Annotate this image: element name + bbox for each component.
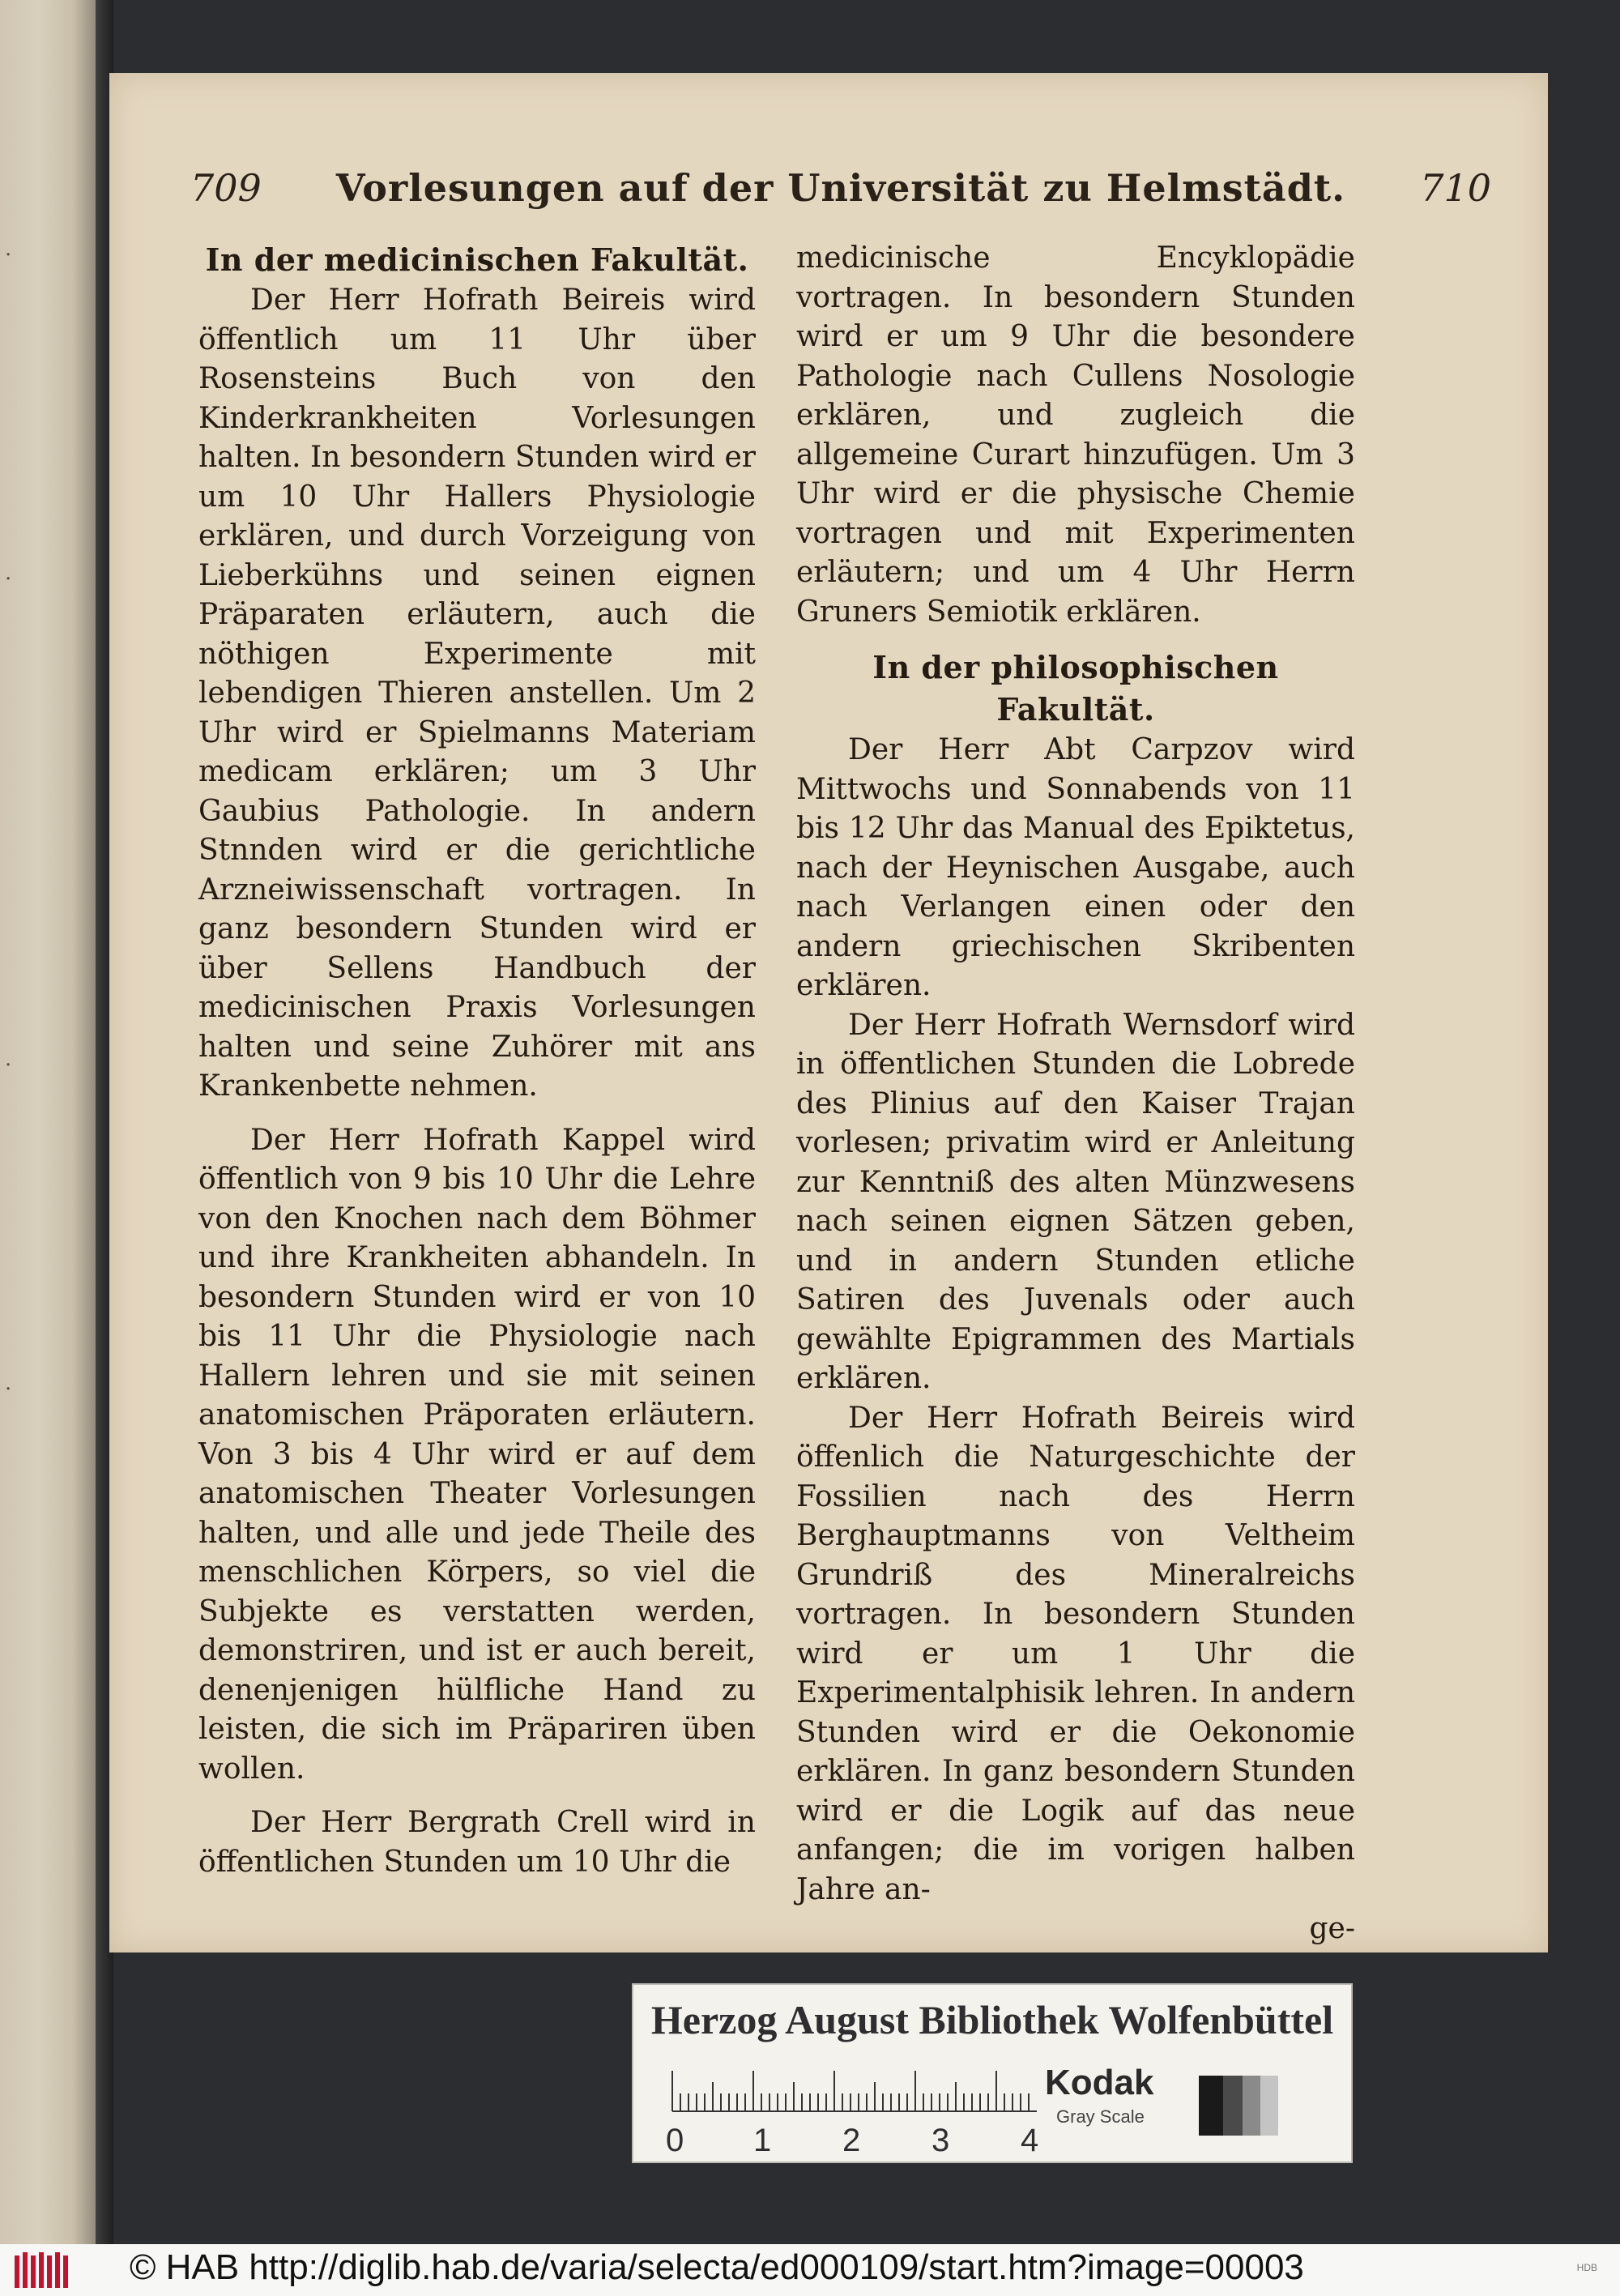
margin-mark: · <box>5 567 12 591</box>
right-column <box>796 239 1355 1949</box>
ruler-number: 3 <box>932 2123 950 2158</box>
source-link[interactable]: © HAB http://diglib.hab.de/varia/selecta/ed000109/start.htm?image=00003 <box>130 2247 1304 2287</box>
ruler-ticks <box>656 2063 1037 2119</box>
page-number-left: 709 <box>190 166 262 210</box>
ruler-number: 0 <box>666 2123 684 2158</box>
catchword: ge- <box>1309 1912 1355 1945</box>
gray-swatch-black <box>1199 2076 1223 2136</box>
library-name: Herzog August Bibliothek Wolfenbüttel <box>650 1997 1334 2042</box>
paragraph: Der Herr Hofrath Beireis wird öffenlich die Naturgeschichte der Fossilien nach des Herrn Berghauptmanns von Veltheim Grundriß des Mineralreichs vortragen. In besondern Stunden wird er um 1 Uhr die Experimentalphisik lehren. In andern Stunden wird er die Oekonomie erklären. In ganz besondern Stunden wird er die Logik auf das neue anfangen; die im vorigen halben Jahre an- <box>796 1401 1355 1906</box>
margin-mark: · <box>5 1377 12 1402</box>
scale-ruler <box>656 2063 1039 2158</box>
paragraph: Der Herr Abt Carpzov wird Mittwochs und Sonnabends von 11 bis 12 Uhr das Manual des Epiktetus, nach der Heynischen Ausgabe, auch nach Verlangen einen oder den andern griechischen Skribenten erklären. <box>796 733 1355 1002</box>
ruler-number: 1 <box>753 2123 772 2158</box>
paragraph: Der Herr Hofrath Wernsdorf wird in öffentlichen Stunden die Lobrede des Plinius auf den Kaiser Trajan vorlesen; privatim wird er Anleitung zur Kenntniß des alten Münzwesens nach seinen eignen Sätzen geben, und in andern Stunden etliche Satiren des Juvenals oder auch gewählte Epigrammen des Martials erklären. <box>796 1008 1355 1395</box>
running-title: Vorlesungen auf der Universität zu Helmstädt. <box>335 166 1346 210</box>
gray-swatch-mid <box>1243 2076 1260 2136</box>
paragraph: Der Herr Hofrath Kappel wird öffentlich von 9 bis 10 Uhr die Lehre von den Knochen nach dem Böhmer und ihre Krankheiten abhandeln. In besondern Stunden wird er von 10 bis 11 Uhr die Physiologie nach Hallern lehren und sie mit seinen anatomischen Präporaten erläutern. Von 3 bis 4 Uhr wird er auf dem anatomischen Theater Vorlesungen halten, und alle und jede Theile des menschlichen Körpers, so viel die Subjekte es verstatten werden, demonstriren, und ist er auch bereit, denenjenigen hülfliche Hand zu leisten, die sich im Präpariren üben wollen. <box>198 1123 756 1786</box>
page-number-right: 710 <box>1420 166 1491 210</box>
hab-logo-icon <box>11 2249 70 2291</box>
section-heading-philosophy: In der philosophischen Fakultät. <box>872 649 1279 728</box>
paragraph: Der Herr Bergrath Crell wird in öffentlichen Stunden um 10 Uhr die <box>198 1806 756 1879</box>
kodak-logo: Kodak <box>1045 2063 1154 2102</box>
library-label <box>632 1983 1353 2163</box>
footer-bar <box>0 2244 1620 2296</box>
ruler-number: 4 <box>1021 2123 1039 2158</box>
ruler-number: 2 <box>842 2123 861 2158</box>
previous-page-edge <box>0 0 97 2244</box>
footer-tiny-text: HDB <box>1576 2262 1597 2273</box>
gray-swatch-dark <box>1223 2076 1243 2136</box>
ruler-numbers <box>656 2123 1037 2158</box>
gray-scale-text: Gray Scale <box>1056 2106 1145 2127</box>
margin-mark: · <box>5 1053 12 1078</box>
running-header <box>190 166 1491 223</box>
book-page <box>109 73 1548 1952</box>
gray-swatch-light <box>1260 2076 1278 2136</box>
margin-mark: · <box>5 243 12 267</box>
paragraph: Der Herr Hofrath Beireis wird öffentlich um 11 Uhr über Rosensteins Buch von den Kinderkrankheiten Vorlesungen halten. In besondern Stunden wird er um 10 Uhr Hallers Physiologie erklären, und durch Vorzeigung von Lieberkühns und seinen eignen Präparaten erläutern, auch die nöthigen Experimente mit lebendigen Thieren anstellen. Um 2 Uhr wird er Spielmanns Materiam medicam erklären; um 3 Uhr Gaubius Pathologie. In andern Stnnden wird er die gerichtliche Arzneiwissenschaft vortragen. In ganz besondern Stunden wird er über Sellens Handbuch der medicinischen Praxis Vorlesungen halten und seine Zuhörer mit ans Krankenbette nehmen. <box>198 284 756 1103</box>
section-heading-medicine: In der medicinischen Fakultät. <box>205 241 749 278</box>
paragraph: medicinische Encyklopädie vortragen. In besondern Stunden wird er um 9 Uhr die besondere Pathologie nach Cullens Nosologie erklären, und zugleich die allgemeine Curart hinzufügen. Um 3 Uhr wird er die physische Chemie vortragen und mit Experimenten erläutern; und um 4 Uhr Herrn Gruners Semiotik erklären. <box>796 241 1355 629</box>
left-column <box>198 239 756 1882</box>
